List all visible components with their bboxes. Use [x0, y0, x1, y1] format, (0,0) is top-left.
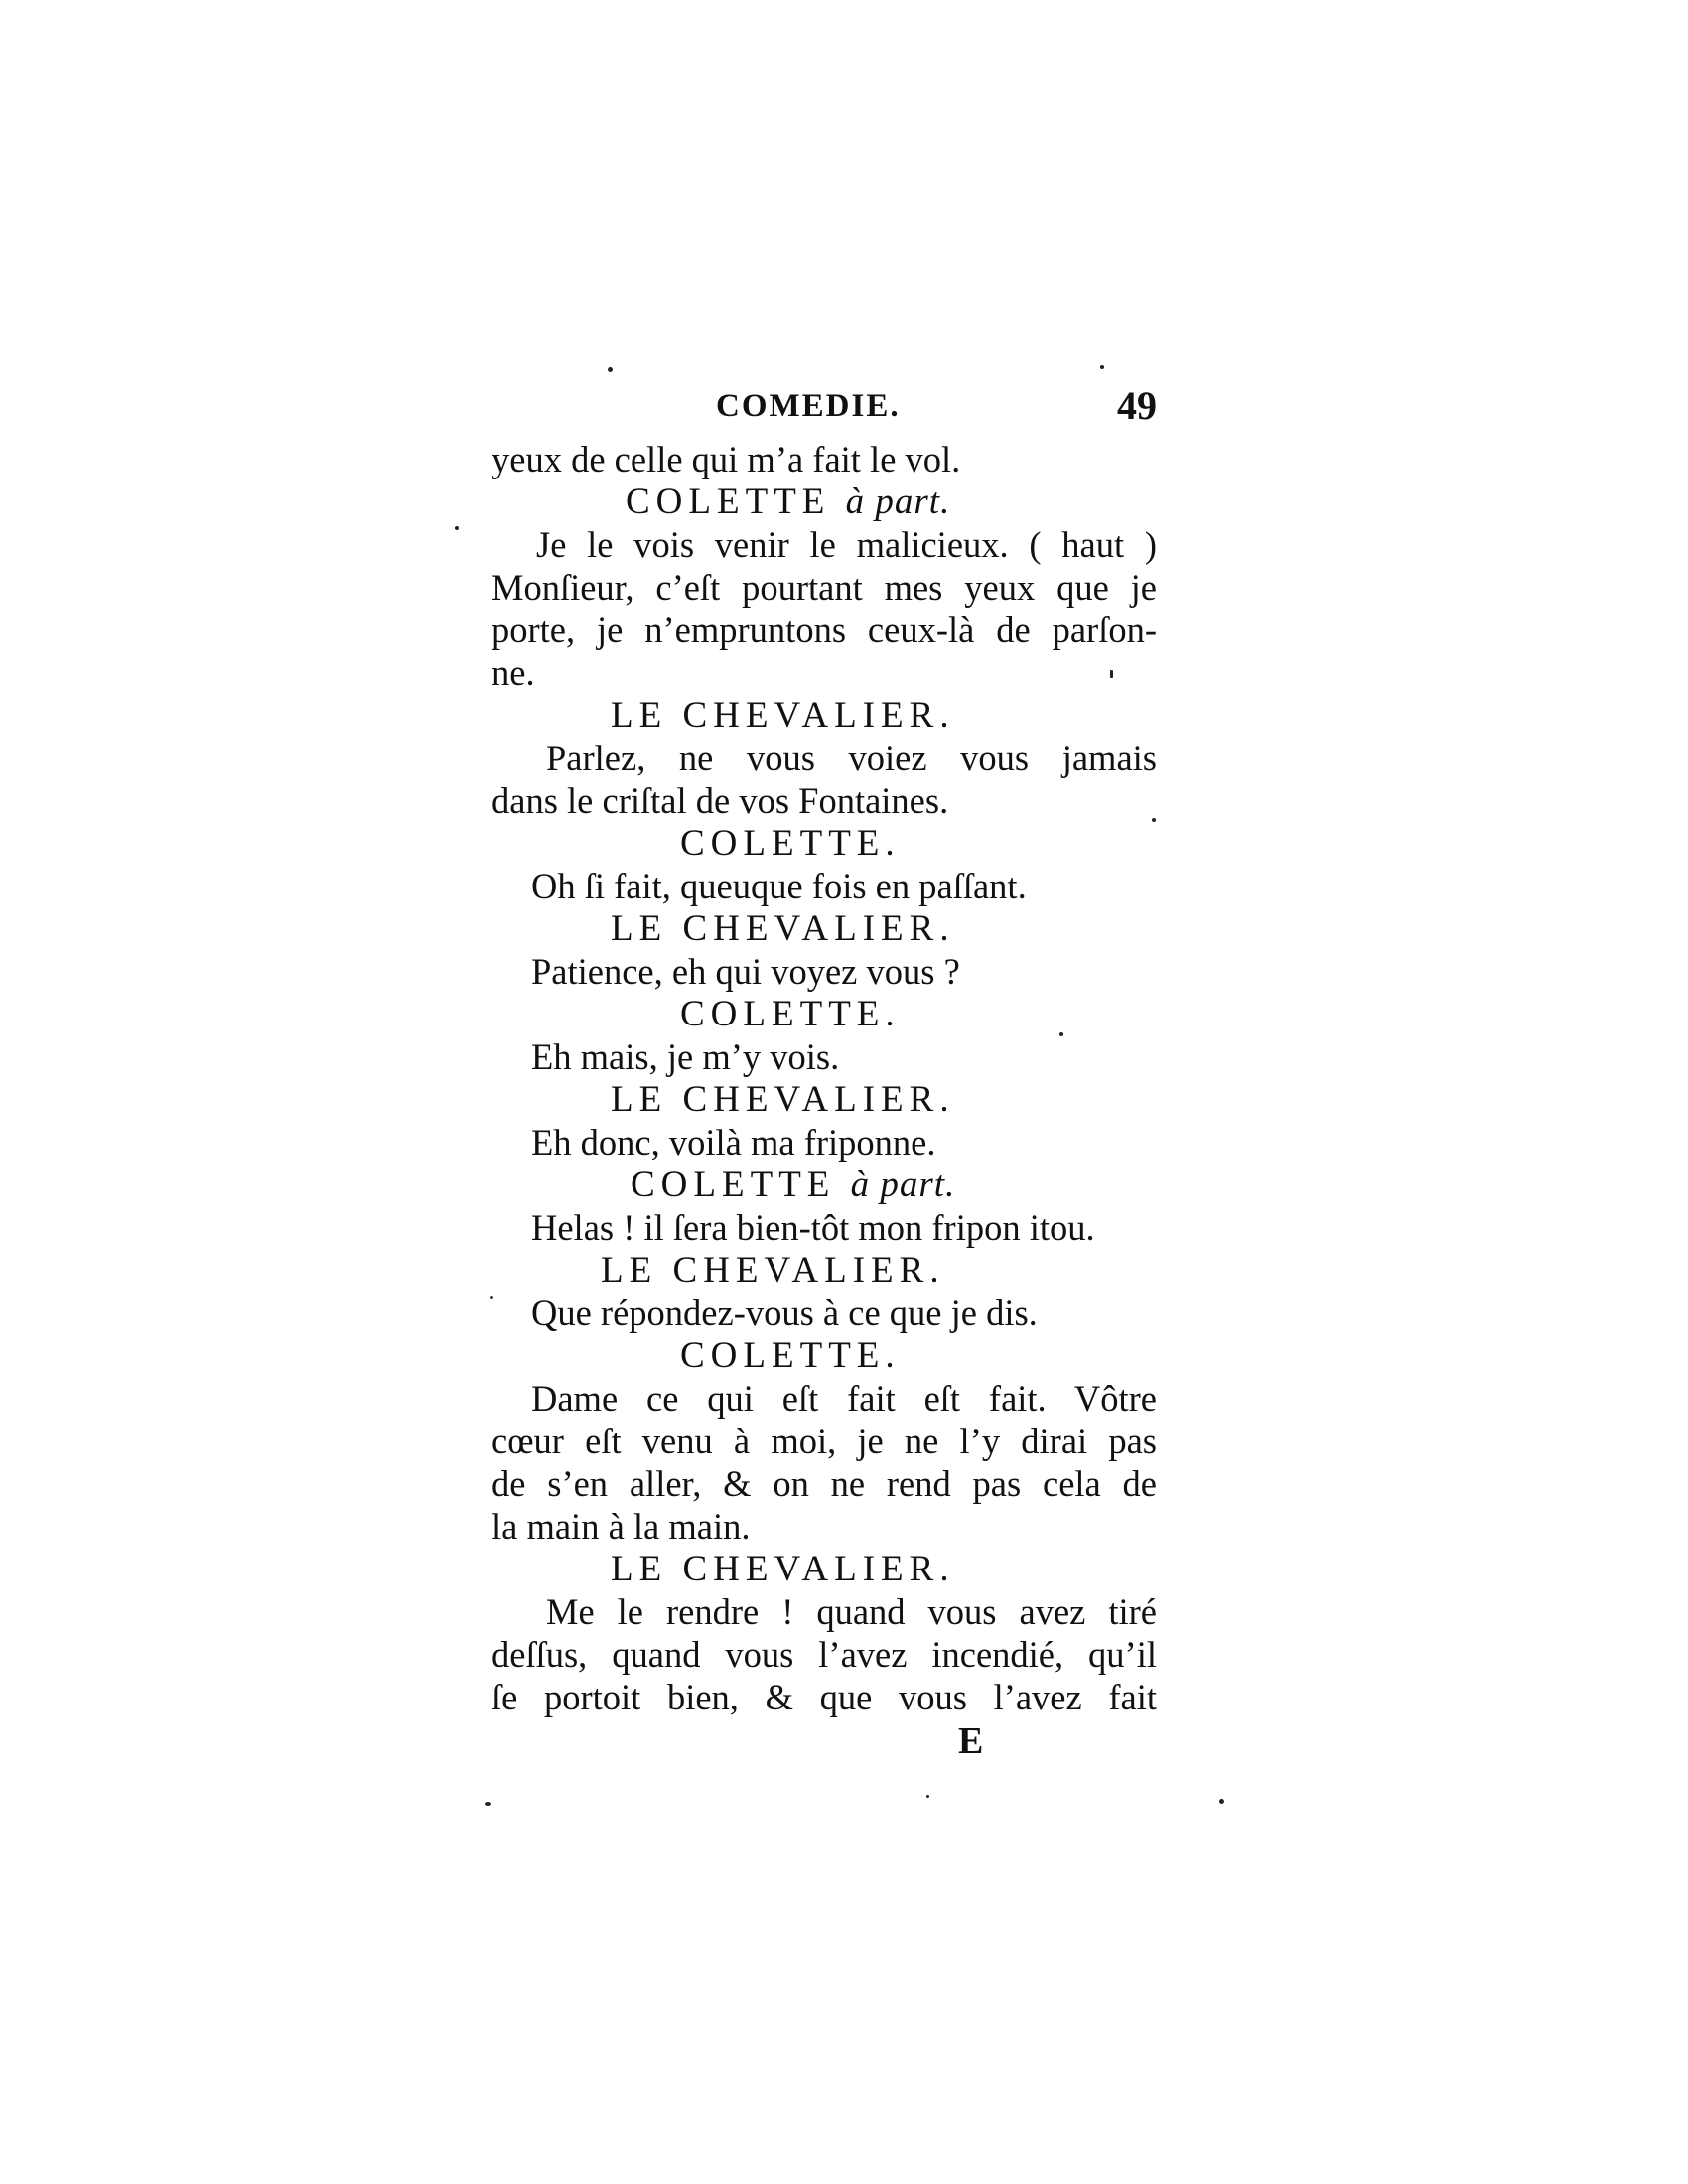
text-line: ſe portoit bien, & que vous l’avez fait	[492, 1677, 1157, 1717]
text-line: Parlez, ne vous voiez vous jamais	[546, 738, 1157, 778]
speaker-heading	[492, 993, 1157, 1035]
scan-speck	[1059, 1032, 1063, 1036]
text-line: la main à la main.	[492, 1506, 751, 1547]
scan-speck	[490, 1296, 493, 1299]
speaker-name: LE CHEVALIER.	[611, 908, 955, 949]
page-number: 49	[1117, 383, 1157, 428]
speaker-heading	[492, 1249, 1157, 1292]
running-title: COMEDIE.	[716, 388, 901, 424]
speaker-name: COLETTE.	[680, 1335, 901, 1376]
speaker-name: LE CHEVALIER.	[611, 1549, 955, 1589]
dialogue-text	[492, 438, 1157, 1718]
speaker-name: COLETTE.	[680, 994, 901, 1034]
speaker-name: LE CHEVALIER.	[601, 1250, 945, 1291]
text-line: Oh ſi fait, queuque fois en paſſant.	[531, 866, 1027, 906]
speaker-name: LE CHEVALIER.	[611, 1079, 955, 1120]
scan-speck	[455, 526, 459, 530]
text-line: Dame ce qui eſt fait eſt fait. Vôtre	[531, 1378, 1157, 1419]
text-line: yeux de celle qui m’a fait le vol.	[492, 439, 961, 479]
scan-speck	[926, 1795, 929, 1798]
speaker-name: COLETTE.	[680, 823, 901, 864]
speaker-heading	[492, 1334, 1157, 1377]
text-line: deſſus, quand vous l’avez incendié, qu’il	[492, 1634, 1157, 1675]
scan-speck	[608, 367, 613, 372]
text-line: Helas ! il ſera bien-tôt mon fripon itou.	[531, 1207, 1095, 1248]
speaker-name: LE CHEVALIER.	[611, 695, 955, 736]
speaker-name: COLETTE	[626, 481, 831, 522]
stage-direction: à part.	[850, 1164, 956, 1205]
speaker-heading	[492, 1078, 1157, 1121]
running-head	[492, 382, 1157, 438]
scan-speck	[1100, 365, 1104, 369]
speaker-heading	[492, 822, 1157, 865]
speaker-name: COLETTE	[631, 1164, 836, 1205]
scan-speck	[1152, 818, 1156, 822]
scan-speck	[1110, 670, 1113, 678]
text-line: dans le criſtal de vos Fontaines.	[492, 780, 949, 821]
speaker-heading	[492, 480, 1157, 523]
speaker-heading	[492, 1163, 1157, 1206]
signature-mark: E	[958, 1720, 984, 1762]
text-line: de s’en aller, & on ne rend pas cela de	[492, 1463, 1157, 1504]
text-line: Eh donc, voilà ma friponne.	[531, 1122, 936, 1162]
text-line: Monſieur, c’eſt pourtant mes yeux que je	[492, 567, 1157, 608]
text-line: porte, je n’empruntons ceux-là de parſon-	[492, 610, 1157, 650]
speaker-heading	[492, 907, 1157, 950]
scan-speck	[1219, 1799, 1224, 1804]
text-line: Patience, eh qui voyez vous ?	[531, 951, 960, 992]
text-line: Que répondez-vous à ce que je dis.	[531, 1293, 1038, 1333]
text-line: Je le vois venir le malicieux. ( haut )	[536, 524, 1157, 565]
text-line: cœur eſt venu à moi, je ne l’y dirai pas	[492, 1421, 1157, 1461]
scan-speck	[485, 1802, 491, 1806]
text-line: Eh mais, je m’y vois.	[531, 1036, 840, 1077]
stage-direction: à part.	[845, 481, 951, 522]
speaker-heading	[492, 694, 1157, 737]
book-page	[492, 382, 1157, 1764]
text-line: Me le rendre ! quand vous avez tiré	[546, 1591, 1157, 1632]
speaker-heading	[492, 1548, 1157, 1590]
text-line: ne.	[492, 652, 535, 693]
